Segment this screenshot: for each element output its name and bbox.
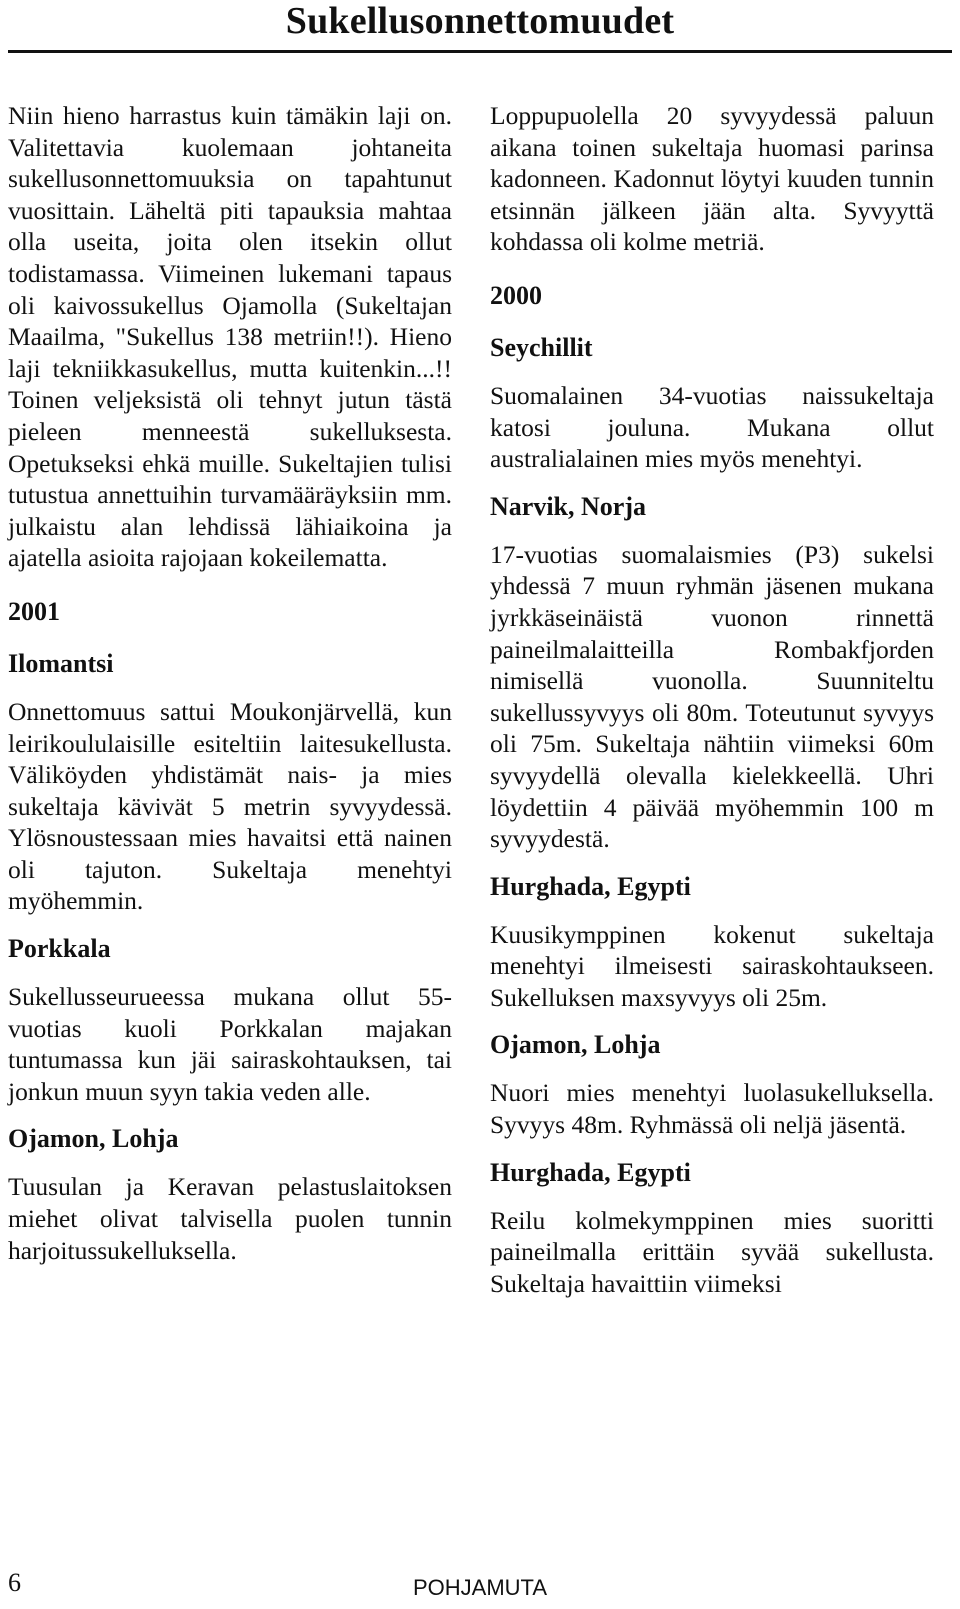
paragraph-hurghada-1: Kuusikymppinen kokenut sukeltaja menehtyi ilmeisesti sairaskohtaukseen. Sukelluksen maxsyvyys oli 25m. [490, 919, 934, 1012]
publication-name: POHJAMUTA [412, 1575, 548, 1600]
paragraph-continuation: Loppupuolella 20 syvyydessä paluun aikana toinen sukeltaja huomasi parinsa kadonneen. Kadonnut löytyi kuuden tunnin etsinnän jälkeen jään alta. Syvyyttä kohdassa oli kolme metriä. [490, 101, 934, 257]
heading-hurghada-2: Hurghada, Egypti [490, 1157, 691, 1187]
year-heading-2001: 2001 [8, 596, 60, 626]
page-title: Sukellusonnettomuudet [285, 0, 675, 42]
heading-seychellit: Seychillit [490, 332, 593, 362]
paragraph-ilomantsi: Onnettomuus sattui Moukonjärvellä, kun leirikoululaisille esiteltiin laitesukellusta. Väliköyden yhdistämät nais- ja mies sukeltaja kävivät 5 metrin syvyydessä. Ylösnoustessaan mies havaitsi että nainen oli tajuton. Sukeltaja menehtyi myöhemmin. [8, 696, 452, 916]
paragraph-narvik: 17-vuotias suomalaismies (P3) sukelsi yhdessä 7 muun ryhmän jäsenen mukana jyrkkäseinäistä vuonon rinnettä paineilmalaitteilla Rombakfjorden nimisellä vuonolla. Suunniteltu sukellussyvyys oli 80m. Toteutunut syvyys oli 75m. Sukeltaja nähtiin viimeksi 60m syvyydellä olevalla kielekkeellä. Uhri löydettiin 4 päivää myöhemmin 100 m syvyydestä. [490, 539, 934, 854]
title-rule [8, 50, 952, 53]
heading-hurghada-1: Hurghada, Egypti [490, 871, 691, 901]
heading-ojamo-right: Ojamon, Lohja [490, 1030, 661, 1060]
right-column [490, 100, 934, 1299]
paragraph-seychellit: Suomalainen 34-vuotias naissukeltaja katosi jouluna. Mukana ollut australialainen mies myös menehtyi. [490, 380, 934, 474]
paragraph-ojamo-left: Tuusulan ja Keravan pelastuslaitoksen miehet olivat talvisella puolen tunnin harjoitussukelluksella. [8, 1172, 452, 1265]
intro-paragraph: Niin hieno harrastus kuin tämäkin laji on. Valitettavia kuolemaan johtaneita sukellusonnettomuuksia on tapahtunut vuosittain. Läheltä piti tapauksia mahtaa olla useita, joita olen itsekin ollut todistamassa. Viimeinen lukemani tapaus oli kaivossukellus Ojamolla (Sukeltajan Maailma, "Sukellus 138 metriin!!). Hieno laji tekniikkasukellus, mutta kuitenkin...!! Toinen veljeksistä oli tehnyt jutun tästä pieleen menneestä sukelluksesta. Opetukseksi ehkä muille. Sukeltajien tulisi tutustua annettuihin turvamääräyksiin mm. julkaistu alan lehdissä lähiaikoina ja ajatella asioita rajojaan kokeilematta. [8, 101, 452, 573]
year-heading-2000: 2000 [490, 280, 542, 310]
paragraph-ojamo-right: Nuori mies menehtyi luolasukelluksella. Syvyys 48m. Ryhmässä oli neljä jäsentä. [490, 1078, 934, 1140]
heading-porkkala: Porkkala [8, 934, 111, 964]
paragraph-porkkala: Sukellusseurueessa mukana ollut 55-vuotias kuoli Porkkalan majakan tuntumassa kun jäi sairaskohtauksen, tai jonkun muun syyn takia veden alle. [8, 982, 452, 1106]
paragraph-hurghada-2: Reilu kolmekymppinen mies suoritti paineilmalla erittäin syvää sukellusta. Sukeltaja havaittiin viimeksi [490, 1205, 934, 1298]
heading-ilomantsi: Ilomantsi [8, 648, 114, 678]
heading-ojamo-left: Ojamon, Lohja [8, 1124, 179, 1154]
heading-narvik: Narvik, Norja [490, 491, 646, 521]
page-number: 6 [8, 1568, 21, 1597]
left-column [8, 100, 452, 1266]
